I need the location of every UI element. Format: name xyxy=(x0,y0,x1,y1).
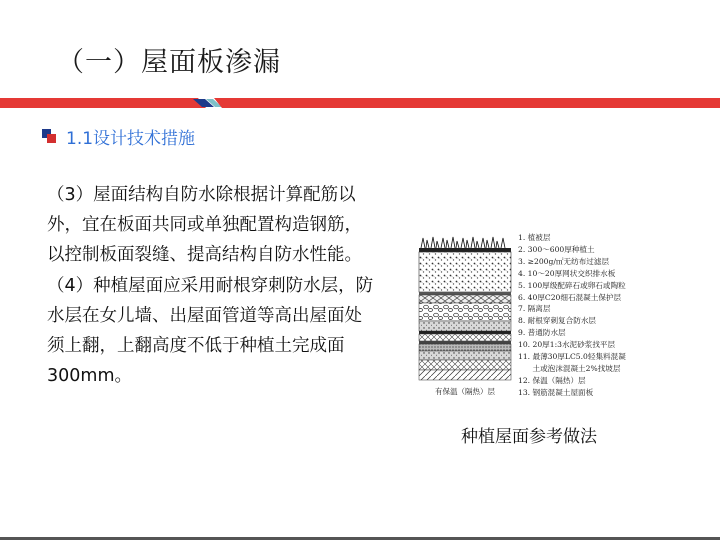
drain-board-layer xyxy=(419,295,511,303)
layer-labels xyxy=(518,232,658,399)
slope-layer xyxy=(419,351,511,360)
body-text xyxy=(47,180,377,391)
section-label: 有保温（隔热）层 xyxy=(435,387,495,396)
layer-label: 8. 耐根穿刺复合防水层 xyxy=(518,316,597,326)
layer-label: 9. 普通防水层 xyxy=(518,328,566,338)
paragraph-4: （4）种植屋面应采用耐根穿刺防水层，防水层在女儿墙、出屋面管道等高出屋面处须上翻，上翻高度不低于种植土完成面300mm。 xyxy=(47,275,374,387)
figure-caption: 种植屋面参考做法 xyxy=(461,427,597,447)
subheading-text: 1.1设计技术措施 xyxy=(66,128,196,149)
layer-label: 5. 100厚级配碎石或卵石或陶粒 xyxy=(518,280,626,290)
layer-label: 6. 40厚C20细石混凝土保护层 xyxy=(518,292,622,302)
decorative-band xyxy=(0,96,720,110)
layer-label: 1. 植被层 xyxy=(518,233,551,242)
layer-label: 4. 10～20厚网状交织排水板 xyxy=(518,268,616,278)
grass-layer xyxy=(421,237,505,248)
layer-label: 10. 20厚1:3水泥砂浆找平层 xyxy=(518,340,616,350)
soil-layer xyxy=(419,252,511,292)
insulation-layer xyxy=(419,360,511,370)
gravel-layer xyxy=(419,303,511,321)
layer-label: 3. ≥200g/㎡无纺布过滤层 xyxy=(518,256,610,266)
layer-label: 12. 保温（隔热）层 xyxy=(518,375,586,385)
layer-label: 13. 钢筋混凝土屋面板 xyxy=(518,387,594,397)
layer-label: 11. 最薄30厚LC5.0轻集料混凝 xyxy=(518,352,626,362)
layer-label: 2. 300～600厚种植土 xyxy=(518,244,595,254)
leveling-layer xyxy=(419,344,511,351)
layer-label: 土或泡沫混凝土2%找坡层 xyxy=(518,363,621,373)
slide-title: （一）屋面板渗漏 xyxy=(57,47,281,78)
subheading xyxy=(42,125,195,147)
paragraph-3: （3）屋面结构自防水除根据计算配筋以外，宜在板面共同或单独配置构造钢筋，以控制板面裂缝、提高结构自防水性能。 xyxy=(47,185,362,266)
band-red-left xyxy=(0,98,206,108)
square-bullet-icon xyxy=(42,129,56,143)
slab-layer xyxy=(419,370,511,380)
waterproof-layer xyxy=(419,334,511,341)
concrete-protection-layer xyxy=(419,321,511,331)
layer-label: 7. 隔离层 xyxy=(518,304,551,314)
band-red-right xyxy=(214,98,720,108)
